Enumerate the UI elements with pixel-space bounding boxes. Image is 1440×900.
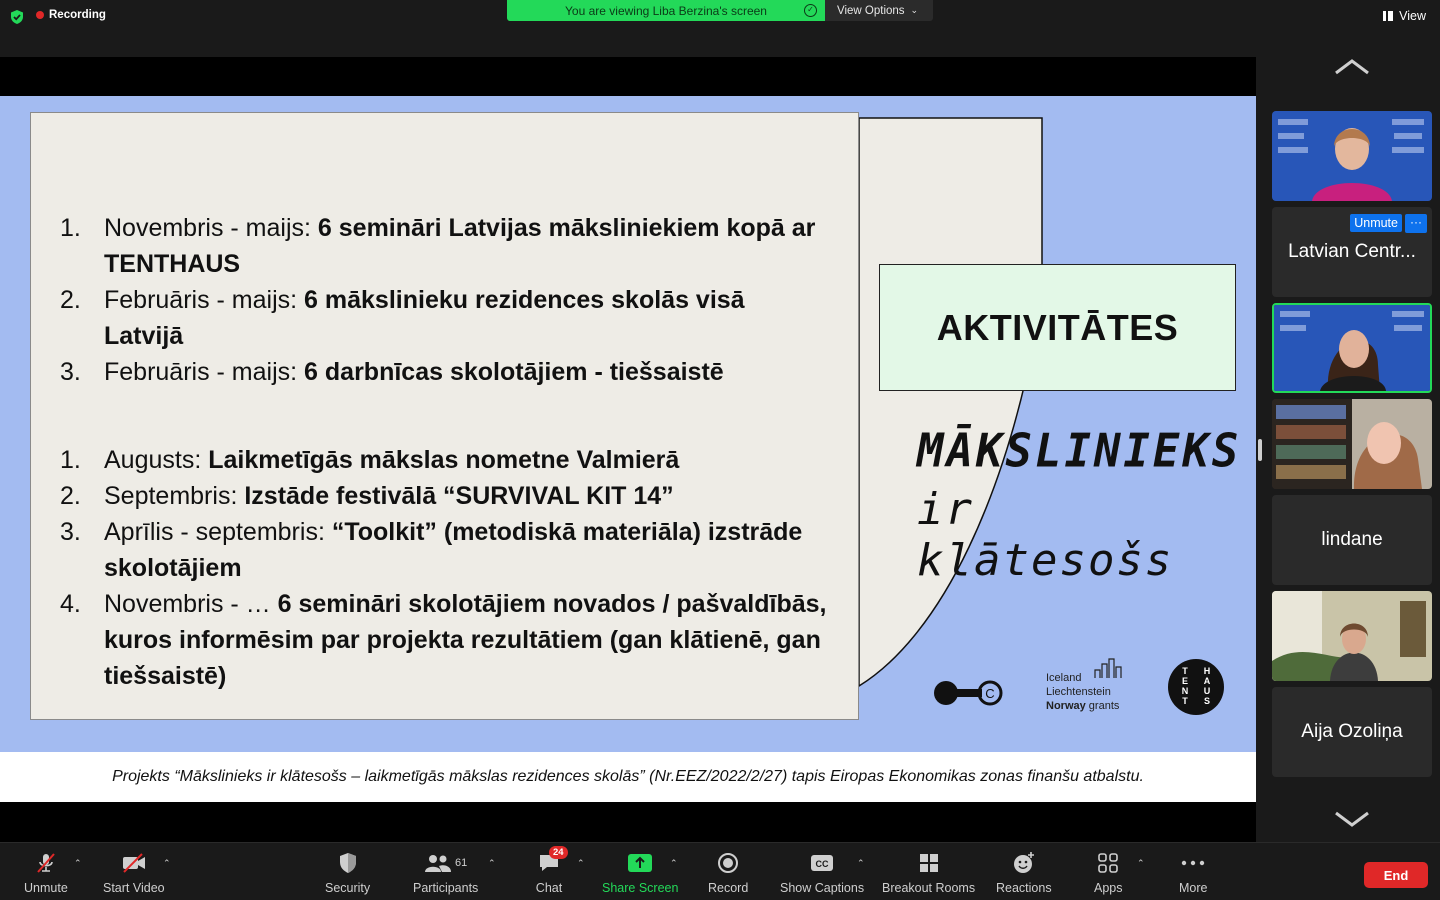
participants-icon xyxy=(421,849,471,877)
participant-tile-lindane[interactable] xyxy=(1272,495,1432,585)
participant-tile-aija-ozolina[interactable] xyxy=(1272,687,1432,777)
list-item: 2. Septembris: Izstāde festivālā “SURVIVAL KIT 14” xyxy=(60,482,674,510)
video-options-caret-icon[interactable]: ⌃ xyxy=(163,858,171,868)
check-circle-icon: ✓ xyxy=(804,4,817,17)
list-item: 3. Aprīlis - septembris: “Toolkit” (metodiskā materiāla) izstrāde skolotājiem xyxy=(60,518,803,582)
tenthaus-logo: T E N T H A U S xyxy=(1168,659,1224,715)
captions-caret-icon[interactable]: ⌃ xyxy=(857,858,865,868)
slide-heading-box xyxy=(879,264,1236,391)
list-item: 3. Februāris - maijs: 6 darbnīcas skolotājiem - tiešsaistē xyxy=(60,358,724,386)
recording-label: Recording xyxy=(49,9,106,21)
recording-indicator[interactable] xyxy=(36,9,106,21)
video-camera-off-icon xyxy=(120,849,148,877)
apps-button[interactable]: Apps xyxy=(1094,849,1123,895)
top-bar xyxy=(0,0,1440,34)
active-speaker-tile[interactable] xyxy=(1272,303,1432,393)
list-item: 4. Novembris - … 6 semināri skolotājiem novados / pašvaldībās, kuros informēsim par projekta rezultātiem (gan klātienē, gan tiešsaistē) xyxy=(60,590,827,690)
view-button[interactable] xyxy=(1383,9,1426,23)
shared-slide xyxy=(0,96,1256,802)
view-layout-icon xyxy=(1383,11,1393,21)
breakout-rooms-icon xyxy=(915,849,943,877)
chat-unread-badge: 24 xyxy=(549,846,568,859)
brand-title: MĀKSLINIEKS xyxy=(917,424,1242,479)
recording-dot-icon xyxy=(36,11,44,19)
participant-video xyxy=(1272,111,1432,201)
unmute-button[interactable]: Unmute xyxy=(24,849,68,895)
list-item: 1. Augusts: Laikmetīgās mākslas nometne Valmierā xyxy=(60,446,680,474)
viewing-screen-banner xyxy=(507,0,825,21)
participant-gallery xyxy=(1256,34,1440,842)
chevron-down-icon: ⌄ xyxy=(910,5,919,15)
share-letterbox-bottom xyxy=(0,802,1256,842)
video-tile[interactable] xyxy=(1272,399,1432,489)
participant-video xyxy=(1272,591,1432,681)
share-caret-icon[interactable]: ⌃ xyxy=(670,858,678,868)
brand-subtitle: ir klātesošs xyxy=(917,484,1174,586)
list-item: 1. Novembris - maijs: 6 semināri Latvijas māksliniekiem kopā ar TENTHAUS xyxy=(60,214,816,278)
participant-name: Latvian Centr... xyxy=(1288,241,1416,262)
apps-icon xyxy=(1094,849,1122,877)
svg-text:CC: CC xyxy=(815,859,829,869)
video-tile[interactable] xyxy=(1272,111,1432,201)
share-letterbox-top xyxy=(0,57,1256,96)
activities-list-1 xyxy=(30,210,830,390)
video-tile[interactable] xyxy=(1272,591,1432,681)
slide-footer xyxy=(0,752,1256,802)
list-item: 2. Februāris - maijs: 6 mākslinieku rezidences skolās visā Latvijā xyxy=(60,286,745,350)
ask-unmute-button[interactable]: Unmute xyxy=(1350,214,1402,232)
svg-text:C: C xyxy=(985,686,995,701)
chat-button[interactable]: 24 Chat xyxy=(535,849,563,895)
participants-button[interactable]: 61 Participants xyxy=(413,849,478,895)
activities-list-2 xyxy=(30,442,830,694)
audio-options-caret-icon[interactable]: ⌃ xyxy=(74,858,82,868)
participant-video xyxy=(1272,399,1432,489)
record-button[interactable]: Record xyxy=(708,849,748,895)
gallery-resize-handle[interactable] xyxy=(1258,439,1262,461)
chevron-down-icon[interactable] xyxy=(1334,809,1370,829)
apps-caret-icon[interactable]: ⌃ xyxy=(1137,858,1145,868)
chat-icon xyxy=(535,849,563,877)
breakout-rooms-button[interactable]: Breakout Rooms xyxy=(882,849,975,895)
start-video-button[interactable]: Start Video xyxy=(103,849,165,895)
meeting-toolbar xyxy=(0,842,1440,900)
encryption-shield-icon[interactable] xyxy=(9,9,25,25)
record-icon xyxy=(714,849,742,877)
share-screen-icon xyxy=(626,849,654,877)
security-button[interactable]: Security xyxy=(325,849,370,895)
view-label: View xyxy=(1399,9,1426,23)
footer-text: Projekts “Mākslinieks ir klātesošs – laikmetīgās mākslas rezidences skolās” (Nr.EEZ/2022/2/27) tapis Eiropas Ekonomikas zonas finanšu atbalstu. xyxy=(112,768,1144,785)
show-captions-button[interactable]: CC Show Captions xyxy=(780,849,864,895)
participant-tile-latvian-centre[interactable] xyxy=(1272,207,1432,297)
more-dots-icon xyxy=(1179,849,1207,877)
copyright-key-logo-icon xyxy=(932,679,1004,707)
participants-count: 61 xyxy=(455,857,468,869)
viewing-banner-text: You are viewing Liba Berzina's screen xyxy=(565,3,767,18)
chevron-up-icon[interactable] xyxy=(1334,56,1370,76)
more-button[interactable]: More xyxy=(1179,849,1207,895)
reactions-smiley-icon xyxy=(1010,849,1038,877)
view-options-label: View Options xyxy=(837,4,905,17)
participant-name: lindane xyxy=(1321,529,1383,550)
shield-icon xyxy=(334,849,362,877)
reactions-button[interactable]: Reactions xyxy=(996,849,1052,895)
end-label: End xyxy=(1383,867,1409,883)
more-options-icon[interactable]: ··· xyxy=(1405,214,1427,233)
eea-grants-text: Iceland Liechtenstein Norway grants xyxy=(1046,672,1120,712)
end-meeting-button[interactable] xyxy=(1364,862,1428,888)
participant-video xyxy=(1274,305,1430,391)
closed-captions-icon xyxy=(808,849,836,877)
view-options-button[interactable] xyxy=(825,0,933,21)
share-screen-button[interactable]: Share Screen xyxy=(602,849,678,895)
participants-caret-icon[interactable]: ⌃ xyxy=(488,858,496,868)
slide-heading: AKTIVITĀTES xyxy=(936,306,1179,348)
participant-name: Aija Ozoliņa xyxy=(1301,721,1403,742)
microphone-muted-icon xyxy=(32,849,60,877)
chat-caret-icon[interactable]: ⌃ xyxy=(577,858,585,868)
